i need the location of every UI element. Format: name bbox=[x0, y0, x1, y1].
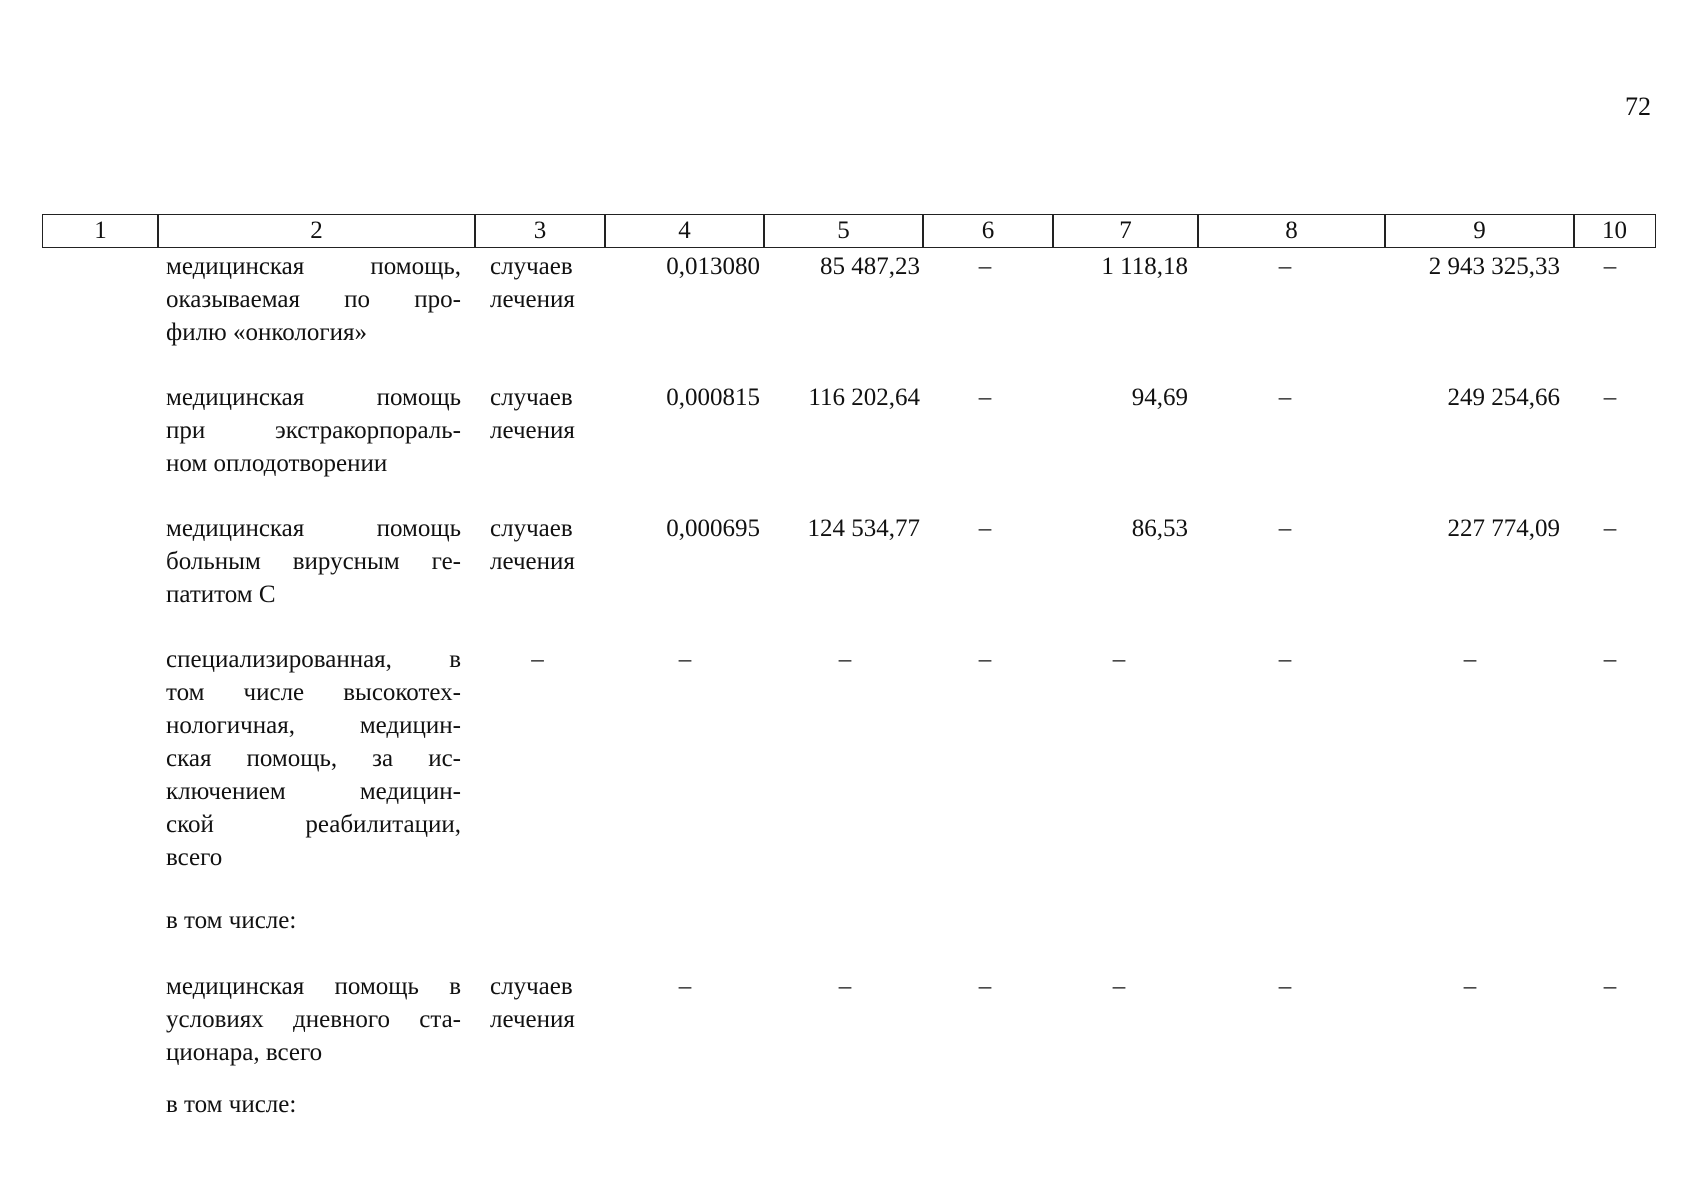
unit-line: лечения bbox=[490, 417, 575, 444]
header-col-3: 3 bbox=[474, 214, 606, 248]
cell-col-7: – bbox=[1112, 646, 1126, 673]
header-col-7: 7 bbox=[1052, 214, 1199, 248]
row-unit bbox=[490, 970, 600, 1036]
cell-col-5: 85 487,23 bbox=[820, 253, 920, 280]
cell-col-7: 94,69 bbox=[1131, 384, 1188, 411]
unit-line: случаев bbox=[490, 515, 573, 542]
header-col-5: 5 bbox=[763, 214, 924, 248]
cell-col-9: – bbox=[1463, 646, 1477, 673]
desc-line: филю «онкология» bbox=[166, 319, 368, 346]
cell-col-6: – bbox=[978, 384, 992, 411]
cell-col-8: – bbox=[1278, 646, 1292, 673]
unit-line: лечения bbox=[490, 548, 575, 575]
desc-line: ключением медицин- bbox=[166, 778, 461, 805]
row-description bbox=[166, 250, 461, 349]
row-unit bbox=[490, 512, 600, 578]
unit-line: случаев bbox=[490, 973, 573, 1000]
header-col-9: 9 bbox=[1384, 214, 1575, 248]
cell-col-7: – bbox=[1112, 973, 1126, 1000]
desc-line: условиях дневного ста- bbox=[166, 1006, 461, 1033]
desc-line: оказываемая по про- bbox=[166, 286, 461, 313]
desc-line: всего bbox=[166, 844, 223, 871]
cell-col-10: – bbox=[1603, 646, 1617, 673]
cell-col-5: – bbox=[838, 646, 852, 673]
cell-col-7: 86,53 bbox=[1131, 515, 1188, 542]
cell-col-9: 2 943 325,33 bbox=[1428, 253, 1560, 280]
cell-col-6: – bbox=[978, 515, 992, 542]
desc-line: нологичная, медицин- bbox=[166, 712, 461, 739]
cell-col-6: – bbox=[978, 253, 992, 280]
header-col-2: 2 bbox=[157, 214, 476, 248]
unit-line: лечения bbox=[490, 1006, 575, 1033]
cell-col-8: – bbox=[1278, 515, 1292, 542]
desc-line: ская помощь, за ис- bbox=[166, 745, 461, 772]
desc-line: ционара, всего bbox=[166, 1039, 323, 1066]
desc-line: медицинская помощь в bbox=[166, 973, 461, 1000]
row-unit bbox=[490, 250, 600, 316]
desc-line: том числе высокотех- bbox=[166, 679, 461, 706]
desc-line: патитом С bbox=[166, 581, 276, 608]
row-unit bbox=[490, 381, 600, 447]
cell-col-4: 0,000815 bbox=[666, 384, 760, 411]
desc-line: при экстракорпораль- bbox=[166, 417, 461, 444]
cell-col-6: – bbox=[978, 973, 992, 1000]
desc-line: медицинская помощь bbox=[166, 384, 461, 411]
cell-col-4: 0,013080 bbox=[666, 253, 760, 280]
header-col-1: 1 bbox=[42, 214, 159, 248]
desc-line: больным вирусным ге- bbox=[166, 548, 461, 575]
header-col-10: 10 bbox=[1573, 214, 1656, 248]
header-col-6: 6 bbox=[922, 214, 1054, 248]
including-label: в том числе: bbox=[166, 907, 297, 934]
cell-col-8: – bbox=[1278, 253, 1292, 280]
cell-col-9: – bbox=[1463, 973, 1477, 1000]
desc-line: медицинская помощь, bbox=[166, 253, 461, 280]
desc-line: специализированная, в bbox=[166, 646, 461, 673]
row-description bbox=[166, 512, 461, 611]
cell-col-10: – bbox=[1603, 973, 1617, 1000]
cell-col-10: – bbox=[1603, 253, 1617, 280]
header-col-8: 8 bbox=[1197, 214, 1386, 248]
cell-col-10: – bbox=[1603, 384, 1617, 411]
cell-col-10: – bbox=[1603, 515, 1617, 542]
cell-col-5: 124 534,77 bbox=[807, 515, 920, 542]
cell-col-7: 1 118,18 bbox=[1101, 253, 1188, 280]
unit-line: лечения bbox=[490, 286, 575, 313]
cell-col-9: 249 254,66 bbox=[1447, 384, 1560, 411]
including-label: в том числе: bbox=[166, 1091, 297, 1118]
row-description bbox=[166, 643, 461, 874]
desc-line: медицинская помощь bbox=[166, 515, 461, 542]
cell-col-4: – bbox=[678, 973, 692, 1000]
header-col-4: 4 bbox=[604, 214, 765, 248]
cell-col-4: 0,000695 bbox=[666, 515, 760, 542]
unit-line: случаев bbox=[490, 253, 573, 280]
cell-col-5: 116 202,64 bbox=[808, 384, 920, 411]
row-description bbox=[166, 970, 461, 1069]
cell-col-9: 227 774,09 bbox=[1447, 515, 1560, 542]
cell-col-6: – bbox=[978, 646, 992, 673]
desc-line: ской реабилитации, bbox=[166, 811, 461, 838]
row-description bbox=[166, 381, 461, 480]
table-header-row bbox=[42, 214, 1656, 250]
cell-col-4: – bbox=[678, 646, 692, 673]
cell-col-8: – bbox=[1278, 384, 1292, 411]
desc-line: ном оплодотворении bbox=[166, 450, 388, 477]
page-number: 72 bbox=[1625, 92, 1651, 121]
cell-col-3: – bbox=[531, 646, 544, 673]
unit-line: случаев bbox=[490, 384, 573, 411]
cell-col-8: – bbox=[1278, 973, 1292, 1000]
cell-col-5: – bbox=[838, 973, 852, 1000]
